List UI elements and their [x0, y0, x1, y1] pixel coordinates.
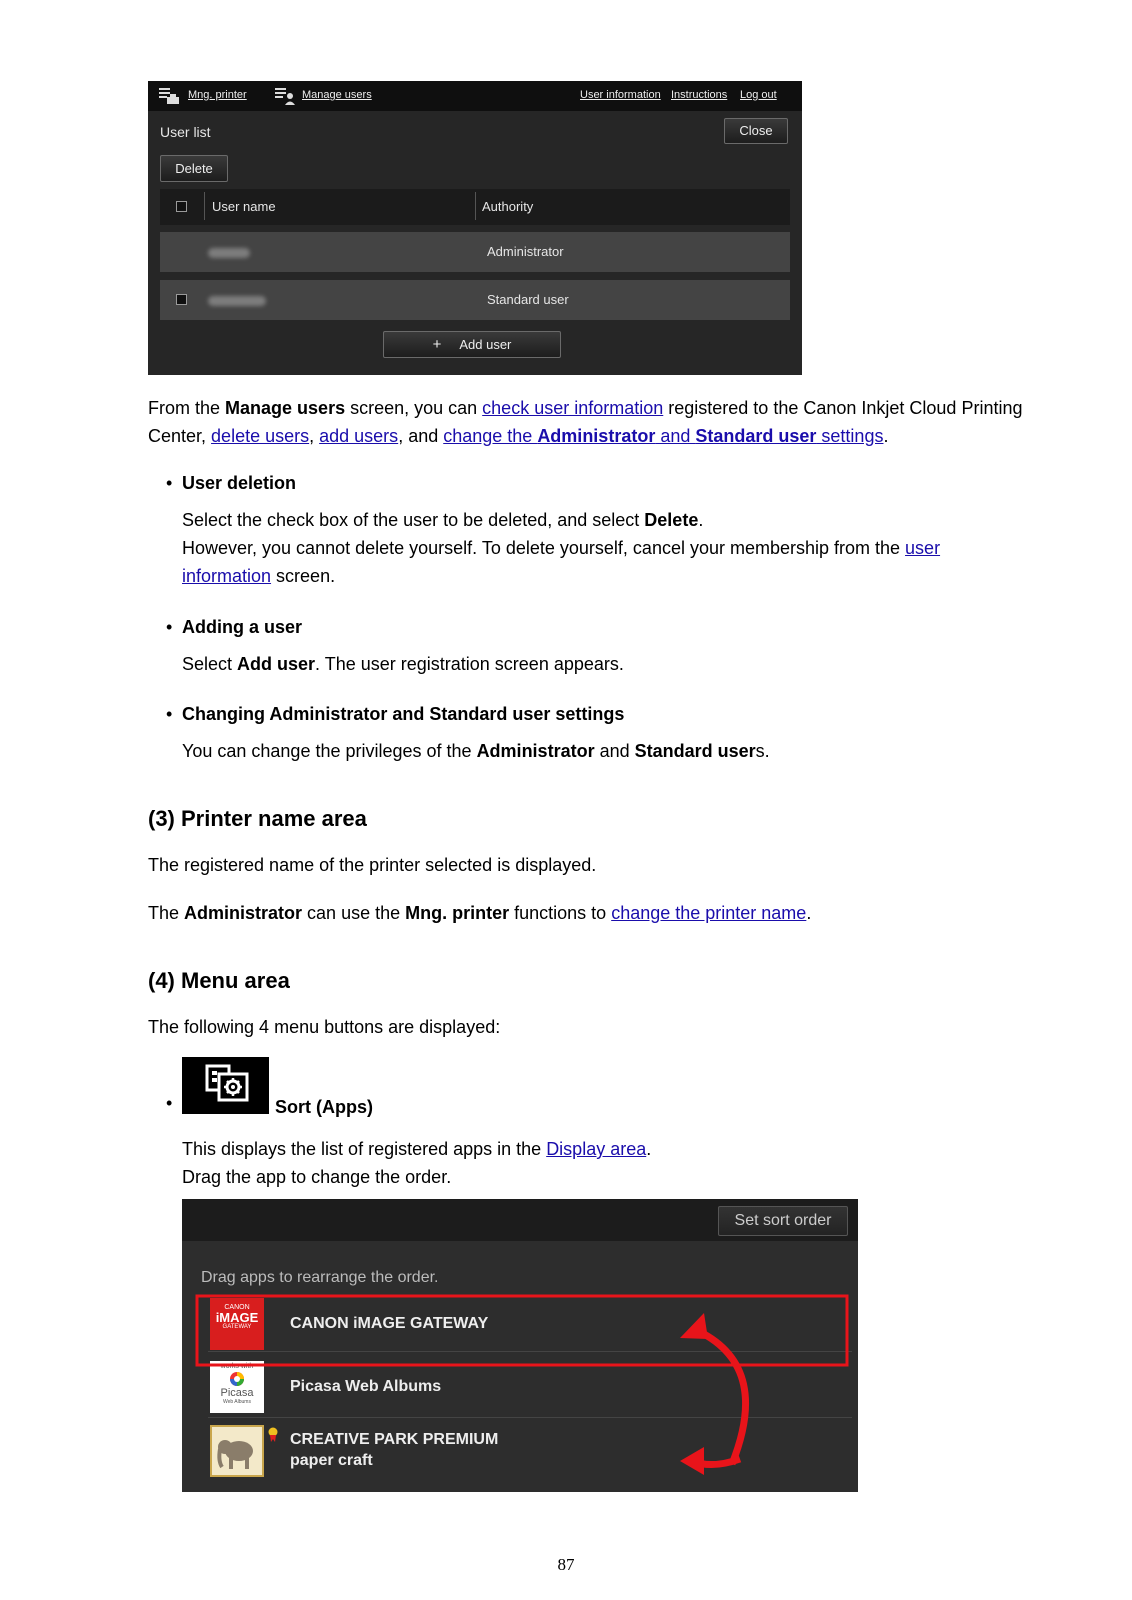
- paragraph: The registered name of the printer selected is displayed.: [148, 855, 597, 875]
- check-user-information-link[interactable]: check user information: [482, 398, 664, 418]
- add-users-link[interactable]: add users: [319, 426, 399, 446]
- user-name-column-header: User name: [212, 199, 276, 214]
- plus-icon: +: [432, 336, 442, 353]
- bullet: •: [166, 1093, 173, 1113]
- select-all-checkbox[interactable]: [176, 201, 187, 212]
- page-number: 87: [557, 1555, 575, 1574]
- drag-highlight-overlay: [182, 1199, 858, 1492]
- top-nav-bar: [148, 81, 802, 111]
- mng-printer-link[interactable]: Mng. printer: [188, 89, 247, 101]
- table-row[interactable]: [160, 232, 790, 272]
- list-item-body: Select the check box of the user to be deleted, and select Delete. However, you cannot delete yourself. To delete yourself, cancel your membership from the user information screen.: [182, 510, 941, 586]
- user-checkbox[interactable]: [176, 294, 187, 305]
- user-information-link[interactable]: user: [905, 538, 941, 558]
- drag-instruction: Drag apps to rearrange the order.: [201, 1269, 439, 1286]
- delete-button[interactable]: Delete: [160, 155, 228, 182]
- paragraph: The Administrator can use the Mng. printer functions to change the printer name.: [148, 903, 812, 923]
- delete-users-link[interactable]: delete users: [211, 426, 310, 446]
- picasa-logo: works with Picasa Web Albums: [210, 1361, 264, 1413]
- manage-users-link[interactable]: Manage users: [302, 89, 372, 101]
- intro-paragraph: From the Manage users screen, you can check user information registered to the Canon Inkjet Cloud Printing Center, delete users, add users, and change the Administrator and Standard user settings.: [148, 398, 1023, 446]
- display-area-link[interactable]: Display area: [546, 1139, 647, 1159]
- manage-users-icon: [274, 86, 296, 106]
- user-information-link[interactable]: User information: [580, 89, 661, 101]
- manage-users-bold: Manage users: [225, 398, 346, 418]
- paragraph: The following 4 menu buttons are displayed:: [148, 1017, 501, 1037]
- sort-apps-title: Sort (Apps): [275, 1097, 373, 1117]
- sort-apps-description: This displays the list of registered apps in the Display area. Drag the app to change the order.: [182, 1139, 652, 1187]
- table-row[interactable]: [160, 280, 790, 320]
- change-printer-name-link[interactable]: change the printer name: [611, 903, 807, 923]
- app-name: CANON iMAGE GATEWAY: [290, 1315, 489, 1332]
- canon-image-gateway-logo: CANON iMAGE GATEWAY: [210, 1298, 264, 1350]
- change-settings-link[interactable]: change the Administrator and Standard user settings: [443, 426, 884, 446]
- curved-drag-arrow-icon: [694, 1329, 746, 1464]
- set-sort-order-button[interactable]: Set sort order: [718, 1206, 848, 1236]
- authority-column-header: Authority: [482, 199, 534, 214]
- app-name: CREATIVE PARK PREMIUM: [290, 1431, 499, 1448]
- authority-cell: Administrator: [487, 244, 564, 259]
- close-button[interactable]: Close: [724, 118, 788, 144]
- app-name-line2: paper craft: [290, 1452, 373, 1469]
- add-user-button[interactable]: [383, 331, 561, 358]
- user-table-header: [160, 189, 790, 225]
- list-item-body: Select Add user. The user registration screen appears.: [182, 654, 624, 674]
- instructions-link[interactable]: Instructions: [671, 89, 728, 101]
- list-item-title: • User deletion: [166, 473, 297, 493]
- menu-area-heading: (4) Menu area: [148, 968, 290, 993]
- list-item-body: You can change the privileges of the Administrator and Standard users.: [182, 741, 770, 761]
- log-out-link[interactable]: Log out: [740, 89, 777, 101]
- authority-cell: Standard user: [487, 292, 569, 307]
- blurred-user-name: [208, 248, 250, 258]
- printer-name-area-heading: (3) Printer name area: [148, 806, 367, 831]
- blurred-user-name: [208, 296, 266, 306]
- sort-apps-screenshot: [182, 1199, 858, 1492]
- manage-users-screenshot: [148, 81, 802, 375]
- user-list-title: User list: [160, 124, 211, 140]
- list-item-title: • Changing Administrator and Standard user settings: [166, 704, 625, 724]
- add-user-label: Add user: [459, 337, 512, 352]
- list-item-title: • Adding a user: [166, 617, 303, 637]
- printer-manage-icon: [158, 86, 180, 106]
- sort-apps-icon: [182, 1057, 269, 1114]
- app-name: Picasa Web Albums: [290, 1378, 442, 1395]
- user-information-link[interactable]: information: [182, 566, 272, 586]
